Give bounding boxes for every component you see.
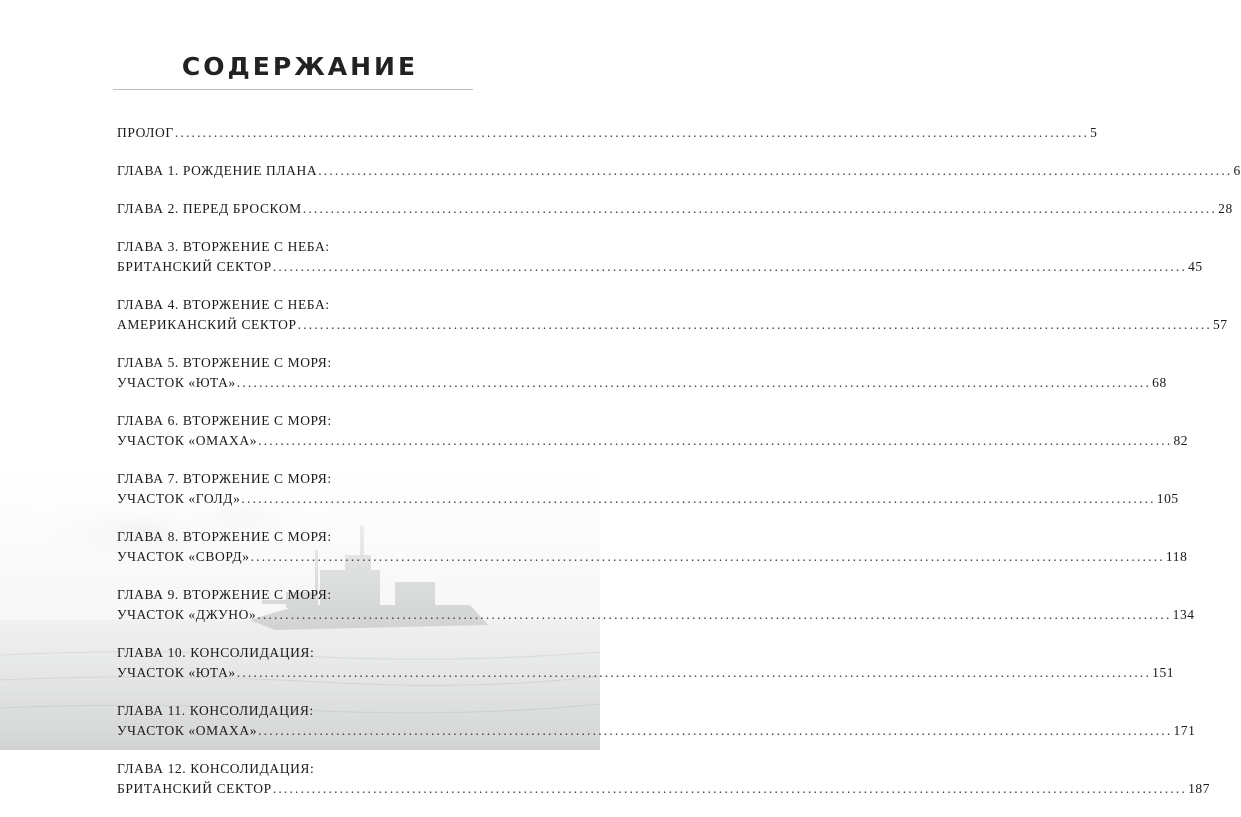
toc-entry-title-line: УЧАСТОК «ГОЛД» (117, 491, 241, 506)
toc-page-number: 57 (1212, 317, 1228, 332)
toc-entry[interactable] (117, 643, 1175, 683)
toc-page-number: 82 (1173, 433, 1189, 448)
dot-leader (237, 663, 1151, 683)
toc-entry-title-line: УЧАСТОК «ЮТА» (117, 375, 236, 390)
toc-entry-title-line: ГЛАВА 3. ВТОРЖЕНИЕ С НЕБА: (117, 239, 330, 254)
toc-entry-row (117, 547, 1188, 567)
page-title: СОДЕРЖАНИЕ (181, 52, 419, 81)
toc-entry-row (117, 605, 1195, 625)
toc-entry-row (117, 257, 1203, 277)
toc-page-number: 6 (1233, 163, 1241, 178)
toc-entry-title-line: ГЛАВА 8. ВТОРЖЕНИЕ С МОРЯ: (117, 529, 332, 544)
toc-entry-row (117, 123, 1098, 143)
toc-page-number: 5 (1090, 125, 1098, 140)
toc-entry-row (117, 199, 1233, 219)
toc-entry-title-line: ГЛАВА 1. РОЖДЕНИЕ ПЛАНА (117, 163, 318, 178)
toc-entry[interactable] (117, 469, 1179, 509)
dot-leader (237, 373, 1151, 393)
toc-entry-title-line: АМЕРИКАНСКИЙ СЕКТОР (117, 317, 297, 332)
toc-entry[interactable] (117, 759, 1211, 799)
toc-page-number: 151 (1152, 665, 1175, 680)
toc-entry[interactable] (117, 123, 1098, 143)
toc-page-number: 68 (1152, 375, 1167, 390)
dot-leader (258, 431, 1172, 451)
toc-entry[interactable] (117, 701, 1196, 741)
toc-entry-title-line: ГЛАВА 7. ВТОРЖЕНИЕ С МОРЯ: (117, 471, 332, 486)
dot-leader (273, 779, 1187, 799)
toc-entry[interactable] (117, 585, 1195, 625)
toc-page-number: 45 (1188, 259, 1203, 274)
toc-entry-row (117, 721, 1196, 741)
title-divider (113, 89, 473, 90)
toc-page-number: 28 (1218, 201, 1233, 216)
table-of-contents (117, 123, 1241, 817)
toc-page-number: 187 (1188, 781, 1211, 796)
toc-entry-title-line: ГЛАВА 12. КОНСОЛИДАЦИЯ: (117, 761, 315, 776)
dot-leader (273, 257, 1187, 277)
toc-entry-title-line: БРИТАНСКИЙ СЕКТОР (117, 781, 272, 796)
toc-entry[interactable] (117, 411, 1189, 451)
dot-leader (241, 489, 1155, 509)
toc-entry[interactable] (117, 527, 1188, 567)
toc-entry[interactable] (117, 199, 1233, 219)
toc-entry-title-line: УЧАСТОК «СВОРД» (117, 549, 250, 564)
toc-page-number: 171 (1173, 723, 1196, 738)
toc-entry-title-line: ГЛАВА 5. ВТОРЖЕНИЕ С МОРЯ: (117, 355, 332, 370)
toc-entry-title-line: ГЛАВА 6. ВТОРЖЕНИЕ С МОРЯ: (117, 413, 332, 428)
toc-entry-title-line: ГЛАВА 2. ПЕРЕД БРОСКОМ (117, 201, 302, 216)
toc-entry[interactable] (117, 353, 1167, 393)
toc-entry-title-line: ГЛАВА 4. ВТОРЖЕНИЕ С НЕБА: (117, 297, 330, 312)
toc-entry-title-line: УЧАСТОК «ОМАХА» (117, 433, 258, 448)
toc-entry-row (117, 779, 1211, 799)
toc-entry-row (117, 161, 1241, 181)
toc-entry[interactable] (117, 295, 1228, 335)
toc-entry[interactable] (117, 237, 1203, 277)
toc-entry-row (117, 489, 1179, 509)
toc-entry-row (117, 373, 1167, 393)
toc-entry-title-line: ГЛАВА 9. ВТОРЖЕНИЕ С МОРЯ: (117, 587, 332, 602)
toc-page-number: 118 (1165, 549, 1188, 564)
dot-leader (303, 199, 1217, 219)
toc-page-number: 134 (1172, 607, 1195, 622)
toc-page-number: 105 (1156, 491, 1179, 506)
toc-entry-title-line: ГЛАВА 10. КОНСОЛИДАЦИЯ: (117, 645, 315, 660)
toc-entry[interactable] (117, 161, 1241, 181)
toc-entry-title-line: БРИТАНСКИЙ СЕКТОР (117, 259, 272, 274)
toc-entry-row (117, 431, 1189, 451)
dot-leader (251, 547, 1165, 567)
dot-leader (175, 123, 1089, 143)
toc-entry-title-line: ГЛАВА 11. КОНСОЛИДАЦИЯ: (117, 703, 314, 718)
toc-entry-title-line: ПРОЛОГ (117, 125, 174, 140)
toc-entry-row (117, 315, 1228, 335)
dot-leader (258, 721, 1172, 741)
toc-entry-title-line: УЧАСТОК «ДЖУНО» (117, 607, 257, 622)
dot-leader (257, 605, 1171, 625)
toc-entry-title-line: УЧАСТОК «ОМАХА» (117, 723, 258, 738)
toc-entry-title-line: УЧАСТОК «ЮТА» (117, 665, 236, 680)
dot-leader (318, 161, 1232, 181)
toc-entry-row (117, 663, 1175, 683)
dot-leader (298, 315, 1212, 335)
